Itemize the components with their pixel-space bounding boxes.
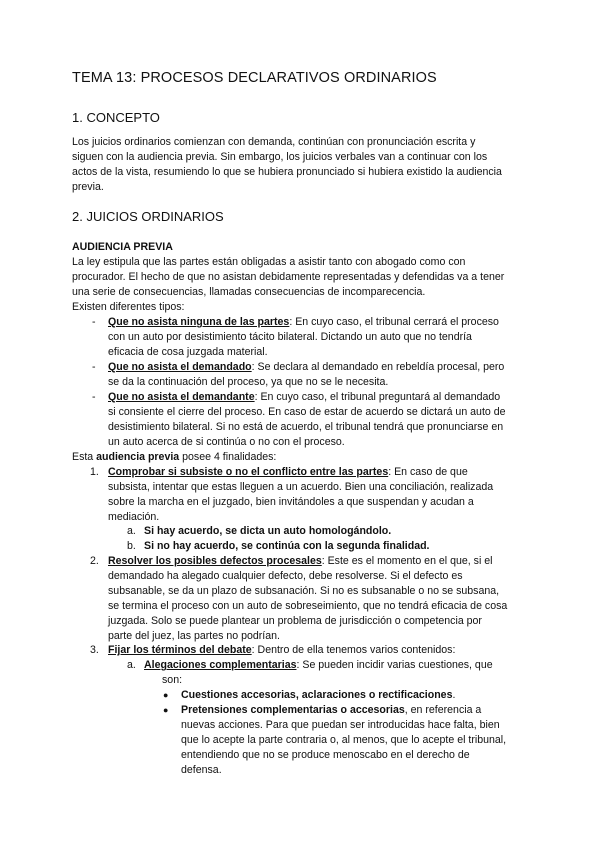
text-line: sobre la marcha en el juzgado, bien invitándoles a que suspendan y acudan a — [108, 496, 474, 508]
letter-marker: b. — [127, 540, 136, 552]
bullet-item-pretensiones — [181, 703, 541, 778]
item-text: : En cuyo caso, el tribunal cerrará el proceso — [289, 316, 499, 328]
item-text: : Dentro de ella tenemos varios contenidos: — [251, 644, 456, 656]
text-line: subsista, intentar que estas lleguen a un acuerdo. Bien una conciliación, realizada — [108, 481, 494, 493]
text-line: entendiendo que no se produce menoscabo en el derecho de — [181, 749, 470, 761]
text-line: procurador. El hecho de que no asistan debidamente representadas y defendidas va a tener — [72, 271, 505, 283]
list-item-resolver-defectos — [108, 554, 538, 644]
list-item-no-asiste-demandado — [108, 360, 538, 390]
item-title: Que no asista el demandante — [108, 391, 255, 403]
text-line: una serie de consecuencias, llamadas consecuencias de incomparecencia. — [72, 286, 426, 298]
text-line: parte del juez, las partes no podrían. — [108, 630, 280, 642]
number-marker: 1. — [90, 466, 99, 478]
list-item-comprobar-conflicto — [108, 465, 538, 525]
sub-item-no-hay-acuerdo: Si no hay acuerdo, se continúa con la segunda finalidad. — [144, 540, 430, 552]
text-fragment: Esta — [72, 451, 97, 463]
paragraph-concepto — [72, 135, 528, 195]
text-line: nuevas acciones. Para que puedan ser introducidas hace falta, bien — [181, 719, 500, 731]
item-title: Pretensiones complementarias o accesorias — [181, 704, 405, 716]
text-line: que lo acepte la parte contraria o, al menos, que lo acepte el tribunal, — [181, 734, 507, 746]
text-line: defensa. — [181, 764, 222, 776]
sub-item-hay-acuerdo: Si hay acuerdo, se dicta un auto homologándolo. — [144, 525, 392, 537]
item-title: Comprobar si subsiste o no el conflicto entre las partes — [108, 466, 389, 478]
text-line: se termina el proceso con un auto de sobreseimiento, que no tendrá eficacia de cosa — [108, 600, 508, 612]
text-line: si consiente el cierre del proceso. En caso de estar de acuerdo se dictará un auto de — [108, 406, 506, 418]
dash-marker: - — [92, 391, 96, 403]
audiencia-previa-block — [72, 240, 528, 315]
list-item-no-asiste-demandante — [108, 390, 538, 450]
bullet-icon: ● — [163, 705, 169, 715]
text-fragment: posee 4 finalidades: — [179, 451, 277, 463]
text-line: juzgada. Solo se puede plantear un problema de jurisdicción o competencia por — [108, 615, 482, 627]
text-line: son: — [162, 674, 183, 686]
text-line: se da la continuación del proceso, ya que no se le necesita. — [108, 376, 389, 388]
bullet-item-cuestiones — [181, 688, 541, 703]
item-title: Alegaciones complementarias — [144, 659, 297, 671]
text-line: previa. — [72, 181, 104, 193]
subheading-audiencia-previa: AUDIENCIA PREVIA — [72, 241, 173, 253]
section-heading-juicios-ordinarios: 2. JUICIOS ORDINARIOS — [72, 209, 224, 224]
item-text: . — [452, 689, 456, 701]
text-line: siguen con la audiencia previa. Sin embargo, los juicios verbales van a continuar con los — [72, 151, 488, 163]
letter-marker: a. — [127, 525, 136, 537]
list-item-fijar-terminos — [108, 643, 538, 658]
text-line: subsanable, se da un plazo de subsanación. Si no es subsanable o no se subsana, — [108, 585, 500, 597]
item-text: : Se declara al demandado en rebeldía procesal, pero — [251, 361, 505, 373]
item-text: : En caso de que — [388, 466, 468, 478]
page-title: TEMA 13: PROCESOS DECLARATIVOS ORDINARIOS — [72, 70, 437, 86]
text-line: mediación. — [108, 511, 160, 523]
text-line: Existen diferentes tipos: — [72, 301, 185, 313]
sub-item-alegaciones — [144, 658, 534, 688]
item-title: Que no asista el demandado — [108, 361, 252, 373]
text-line: eficacia de cosa juzgada material. — [108, 346, 268, 358]
item-title: Que no asista ninguna de las partes — [108, 316, 290, 328]
bullet-icon: ● — [163, 690, 169, 700]
item-text: , en referencia a — [404, 704, 482, 716]
dash-marker: - — [92, 361, 96, 373]
item-title: Fijar los términos del debate — [108, 644, 252, 656]
item-text: : Este es el momento en el que, si el — [321, 555, 493, 567]
text-line: desistimiento bilateral. Si no está de acuerdo, el tribunal tendrá que pronunciarse en — [108, 421, 504, 433]
number-marker: 3. — [90, 644, 99, 656]
section-heading-concepto: 1. CONCEPTO — [72, 110, 160, 125]
text-line: con un auto por desistimiento tácito bilateral. Dictando un auto que no tendría — [108, 331, 472, 343]
number-marker: 2. — [90, 555, 99, 567]
text-line: Los juicios ordinarios comienzan con demanda, continúan con pronunciación escrita y — [72, 136, 476, 148]
text-line: un auto acerca de si continúa o no con el proceso. — [108, 436, 345, 448]
text-line: La ley estipula que las partes están obligadas a asistir tanto con abogado como con — [72, 256, 466, 268]
item-text: : En cuyo caso, el tribunal preguntará al demandado — [254, 391, 501, 403]
item-title: Cuestiones accesorias, aclaraciones o rectificaciones — [181, 689, 453, 701]
text-line: actos de la vista, resumiendo lo que se hubiera pronunciado si hubiera existido la audiencia — [72, 166, 502, 178]
list-item-no-asiste-ninguna — [108, 315, 538, 360]
dash-marker: - — [92, 316, 96, 328]
item-title: Resolver los posibles defectos procesales — [108, 555, 322, 567]
finalidades-intro — [72, 450, 528, 465]
text-fragment-bold: audiencia previa — [96, 451, 180, 463]
text-line: demandado ha alegado cualquier defecto, debe resolverse. Si el defecto es — [108, 570, 463, 582]
letter-marker: a. — [127, 659, 136, 671]
item-text: : Se pueden incidir varias cuestiones, que — [296, 659, 493, 671]
